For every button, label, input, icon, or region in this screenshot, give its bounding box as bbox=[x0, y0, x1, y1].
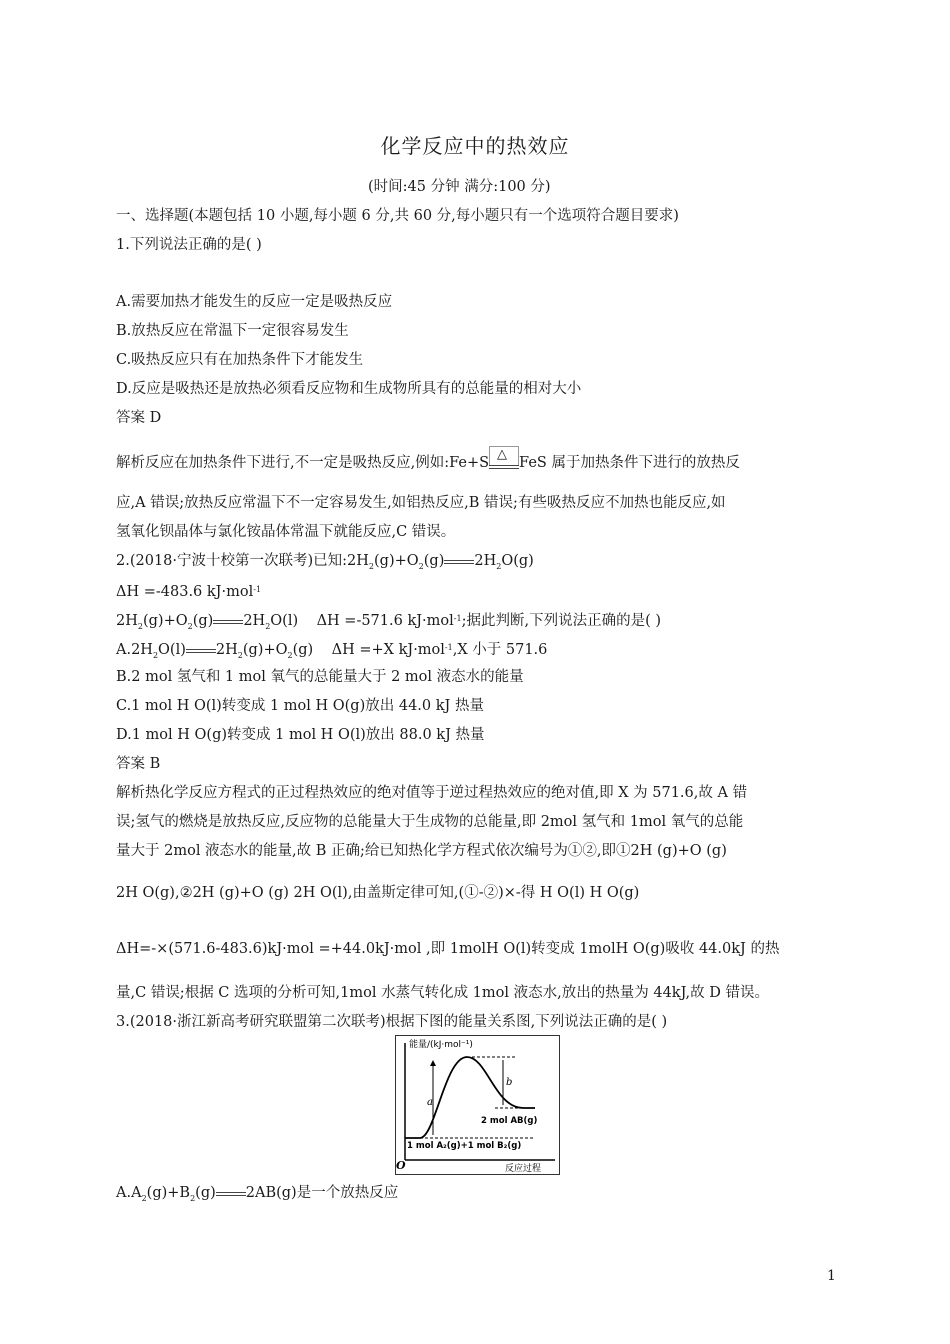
q2-explanation-1: 解析热化学反应方程式的正过程热效应的绝对值等于逆过程热效应的绝对值,即 X 为 571.6,故 A 错 bbox=[116, 785, 748, 801]
product-label: 2 mol AB(g) bbox=[481, 1116, 538, 1126]
q1-option-d: D.反应是吸热还是放热必须看反应物和生成物所具有的总能量的相对大小 bbox=[116, 381, 582, 397]
q2-stem: 2.(2018·宁波十校第一次联考)已知$:2H_2(g)+O_2(g)$ $2H_2O(g)$ bbox=[116, 553, 534, 571]
q2-dh2-text: ΔH =-571.6 kJ·mol bbox=[316, 613, 454, 629]
q2-explanation-5: ΔH=-×(571.6-483.6)kJ·mol =+44.0kJ·mol ,即 1molH O(l)转变成 1molH O(g)吸收 44.0kJ 的热 bbox=[116, 941, 780, 957]
q2-option-a-tail: ,X 小于 571.6 bbox=[452, 642, 548, 658]
q2-option-a: $A.2H_2O(l)$ $2H_2(g)+O_2(g)$ ΔH =+X kJ·mol$^{-1}$,X 小于 571.6 bbox=[116, 642, 548, 660]
q2-eq2: $2H_2(g)+O_2(g)$ $2H_2O(l)$ ΔH =-571.6 kJ·mol$^{-1}$;据此判断,下列说法正确的是( ) bbox=[116, 613, 662, 631]
q2-explanation-4: 2H O(g),②2H (g)+O (g) 2H O(l),由盖斯定律可知,(①-②)×-得 H O(l) H O(g) bbox=[116, 885, 640, 901]
q2-option-b: B.2 mol 氢气和 1 mol 氧气的总能量大于 2 mol 液态水的能量 bbox=[116, 669, 524, 685]
q2-option-d: D.1 mol H O(g)转变成 1 mol H O(l)放出 88.0 kJ 热量 bbox=[116, 727, 485, 743]
origin-label: O bbox=[396, 1159, 406, 1172]
reactant-label: 1 mol A₂(g)+1 mol B₂(g) bbox=[407, 1141, 522, 1151]
q2-stem-text: 2.(2018·宁波十校第一次联考)已知:2H bbox=[116, 553, 369, 569]
q2-option-a-dh: ΔH =+X kJ·mol bbox=[331, 642, 445, 658]
energy-diagram bbox=[395, 1035, 560, 1175]
q1-explanation-1 bbox=[116, 446, 740, 472]
q1-exp-part1: 解析反应在加热条件下进行,不一定是吸热反应,例如:Fe+S bbox=[116, 455, 490, 471]
page-title: 化学反应中的热效应 bbox=[380, 134, 570, 158]
q1-option-a: A.需要加热才能发生的反应一定是吸热反应 bbox=[116, 294, 393, 310]
q2-dh1-text: ΔH =-483.6 kJ·mol bbox=[116, 584, 254, 600]
q2-option-c: C.1 mol H O(l)转变成 1 mol H O(g)放出 44.0 kJ 热量 bbox=[116, 698, 484, 714]
equals-sign-icon bbox=[186, 643, 216, 657]
heat-condition-icon: △ bbox=[489, 446, 519, 472]
time-info: (时间:45 分钟 满分:100 分) bbox=[368, 179, 551, 195]
label-b: b bbox=[506, 1077, 513, 1088]
q3-option-a: $A.A_2(g)+B_2(g)$ 2AB(g)是一个放热反应 bbox=[116, 1185, 399, 1203]
q2-dh1: ΔH =-483.6 kJ·mol$^{-1}$ bbox=[116, 584, 262, 600]
equals-sign-icon bbox=[216, 1186, 246, 1200]
q1-exp-part2: FeS 属于加热条件下进行的放热反 bbox=[519, 455, 740, 471]
x-axis-label: 反应过程 bbox=[505, 1164, 542, 1174]
equals-sign-icon bbox=[444, 554, 474, 568]
q1-stem: 1.下列说法正确的是( ) bbox=[116, 237, 262, 253]
q2-answer: 答案 B bbox=[116, 756, 161, 772]
q1-explanation-2: 应,A 错误;放热反应常温下不一定容易发生,如铝热反应,B 错误;有些吸热反应不加热也能反应,如 bbox=[116, 495, 726, 511]
q2-explanation-3: 量大于 2mol 液态水的能量,故 B 正确;给已知热化学方程式依次编号为①②,即①2H (g)+O (g) bbox=[116, 843, 727, 859]
q1-option-c: C.吸热反应只有在加热条件下才能发生 bbox=[116, 352, 364, 368]
q2-stem-question: ;据此判断,下列说法正确的是( ) bbox=[461, 613, 662, 629]
q1-answer: 答案 D bbox=[116, 410, 162, 426]
q3-stem: 3.(2018·浙江新高考研究联盟第二次联考)根据下图的能量关系图,下列说法正确的是( ) bbox=[116, 1014, 668, 1030]
page-number: 1 bbox=[827, 1268, 836, 1284]
label-a: a bbox=[427, 1097, 433, 1108]
q2-explanation-6: 量,C 错误;根据 C 选项的分析可知,1mol 水蒸气转化成 1mol 液态水,放出的热量为 44kJ,故 D 错误。 bbox=[116, 985, 769, 1001]
equals-sign-icon bbox=[213, 614, 243, 628]
q2-explanation-2: 误;氢气的燃烧是放热反应,反应物的总能量大于生成物的总能量,即 2mol 氢气和 1mol 氧气的总能 bbox=[116, 814, 744, 830]
section-heading: 一、选择题(本题包括 10 小题,每小题 6 分,共 60 分,每小题只有一个选项符合题目要求) bbox=[116, 208, 679, 224]
figure-frame bbox=[396, 1036, 560, 1175]
q1-explanation-3: 氢氧化钡晶体与氯化铵晶体常温下就能反应,C 错误。 bbox=[116, 524, 456, 540]
q1-option-b: B.放热反应在常温下一定很容易发生 bbox=[116, 323, 349, 339]
y-axis-label: 能量/(kJ·mol⁻¹) bbox=[409, 1040, 473, 1050]
